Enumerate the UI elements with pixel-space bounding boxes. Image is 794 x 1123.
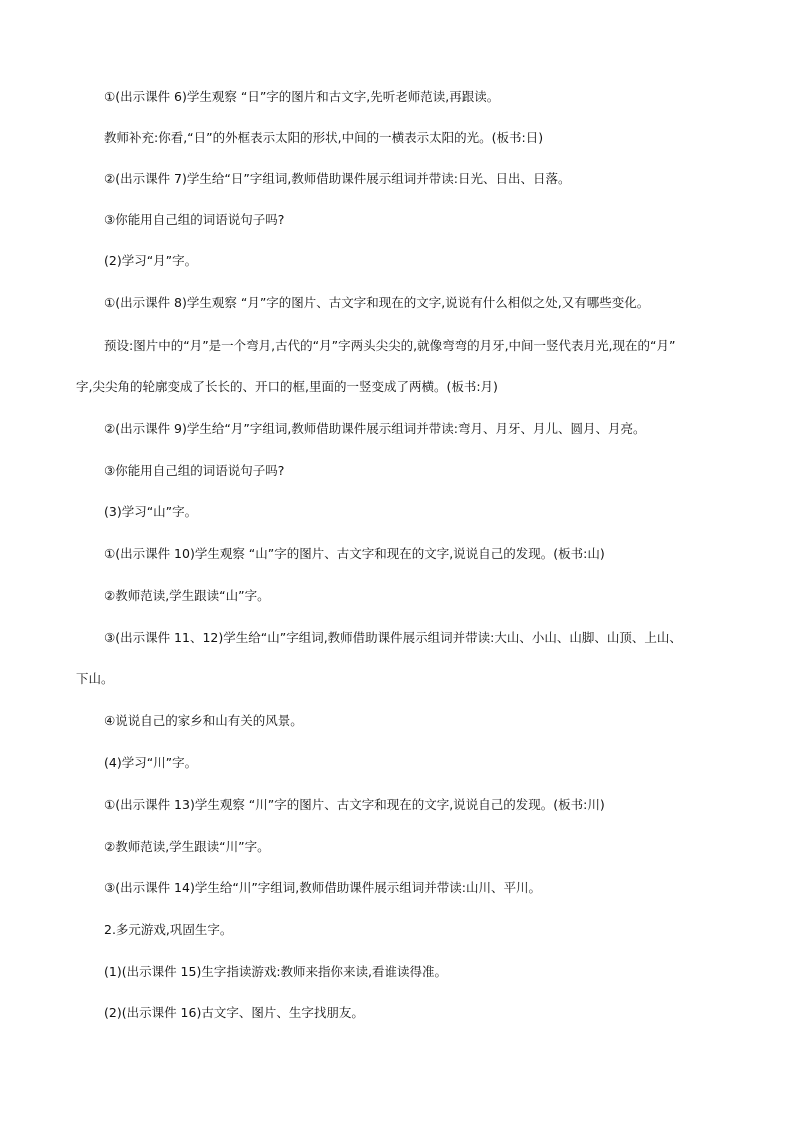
paragraph-chuan-read: ②教师范读,学生跟读“川”字。 <box>104 839 270 854</box>
paragraph-ri-words: ②(出示课件 7)学生给“日”字组词,教师借助课件展示组词并带读:日光、日出、日落。 <box>104 171 571 186</box>
paragraph-preset-line-1: 预设:图片中的“月”是一个弯月,古代的“月”字两头尖尖的,就像弯弯的月牙,中间一竖代表月光,现在的“月” <box>104 338 676 353</box>
paragraph-shan-scenery: ④说说自己的家乡和山有关的风景。 <box>104 713 303 728</box>
heading-learn-yue: (2)学习“月”字。 <box>104 253 198 268</box>
paragraph-yue-observe: ①(出示课件 8)学生观察 “月”字的图片、古文字和现在的文字,说说有什么相似之处,又有哪些变化。 <box>104 295 650 310</box>
paragraph-shan-words-line-2: 下山。 <box>76 671 114 686</box>
paragraph-shan-observe: ①(出示课件 10)学生观察 “山”字的图片、古文字和现在的文字,说说自己的发现。(板书:山) <box>104 546 605 561</box>
paragraph-yue-sentence: ③你能用自己组的词语说句子吗? <box>104 463 285 478</box>
heading-learn-shan: (3)学习“山”字。 <box>104 504 198 519</box>
paragraph-ri-sentence: ③你能用自己组的词语说句子吗? <box>104 212 285 227</box>
paragraph-teacher-supplement: 教师补充:你看,“日”的外框表示太阳的形状,中间的一横表示太阳的光。(板书:日) <box>104 130 544 145</box>
heading-learn-chuan: (4)学习“川”字。 <box>104 755 198 770</box>
paragraph-game-point-read: (1)(出示课件 15)生字指读游戏:教师来指你来读,看谁读得准。 <box>104 964 448 979</box>
paragraph-shan-read: ②教师范读,学生跟读“山”字。 <box>104 588 270 603</box>
paragraph-yue-words: ②(出示课件 9)学生给“月”字组词,教师借助课件展示组词并带读:弯月、月牙、月儿、圆月、月亮。 <box>104 421 646 436</box>
paragraph-preset-line-2: 字,尖尖角的轮廓变成了长长的、开口的框,里面的一竖变成了两横。(板书:月) <box>76 379 498 394</box>
paragraph-ri-observe: ①(出示课件 6)学生观察 “日”字的图片和古文字,先听老师范读,再跟读。 <box>104 89 500 104</box>
paragraph-chuan-words: ③(出示课件 14)学生给“川”字组词,教师借助课件展示组词并带读:山川、平川。 <box>104 880 541 895</box>
paragraph-chuan-observe: ①(出示课件 13)学生观察 “川”字的图片、古文字和现在的文字,说说自己的发现。(板书:川) <box>104 797 605 812</box>
paragraph-game-match: (2)(出示课件 16)古文字、图片、生字找朋友。 <box>104 1005 364 1020</box>
heading-games: 2.多元游戏,巩固生字。 <box>104 922 233 937</box>
paragraph-shan-words-line-1: ③(出示课件 11、12)学生给“山”字组词,教师借助课件展示组词并带读:大山、小山、山脚、山顶、上山、 <box>104 630 682 645</box>
